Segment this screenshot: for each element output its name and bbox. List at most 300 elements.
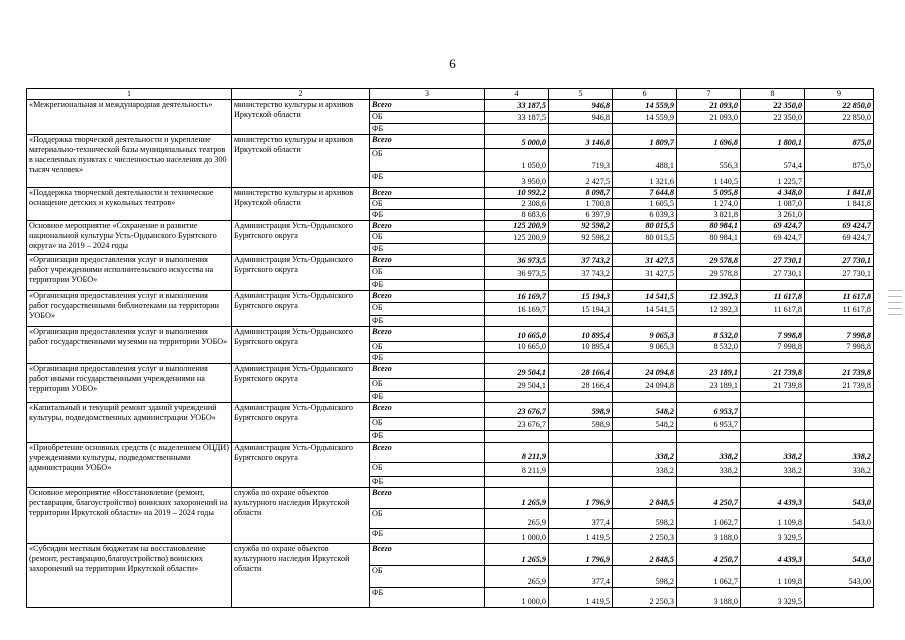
value-cell: 10 992,2 (485, 188, 549, 199)
page-number: 6 (449, 56, 456, 71)
value-cell: 80 015,5 (613, 221, 677, 232)
value-cell: 338,2 (741, 463, 805, 477)
measure-name-cell: «Организация предоставления услуг и выполнения работ государственными музеями на территории УОБО» (27, 327, 232, 364)
value-cell: 875,0 (805, 135, 874, 149)
value-cell: 338,2 (613, 463, 677, 477)
scan-edge-marks (888, 290, 902, 350)
value-cell (741, 403, 805, 418)
value-cell (741, 244, 805, 255)
value-cell: 1 109,8 (741, 509, 805, 529)
value-cell: 377,4 (549, 566, 613, 588)
value-cell: 21 739,8 (741, 364, 805, 379)
value-cell: 543,0 (805, 488, 874, 509)
value-cell: 4 250,7 (677, 488, 741, 509)
value-cell (613, 316, 677, 327)
value-cell: 21 739,8 (805, 379, 874, 392)
table-row (27, 403, 874, 418)
value-cell (805, 477, 874, 488)
value-cell (805, 392, 874, 403)
value-cell (805, 529, 874, 544)
value-cell: 3 188,0 (677, 529, 741, 544)
executor-cell: служба по охране объектов культурного наследия Иркутской области (232, 488, 370, 544)
funding-source-cell: ОБ (370, 199, 485, 210)
value-cell: 10 895,4 (549, 327, 613, 342)
value-cell: 548,2 (613, 403, 677, 418)
value-cell: 36 973,5 (485, 267, 549, 280)
value-cell: 2 848,5 (613, 544, 677, 566)
value-cell: 36 973,5 (485, 255, 549, 267)
funding-source-cell: ОБ (370, 418, 485, 431)
value-cell: 1 140,5 (677, 172, 741, 188)
value-cell: 4 439,3 (741, 544, 805, 566)
value-cell (485, 392, 549, 403)
value-cell: 21 739,8 (741, 379, 805, 392)
value-cell: 543,0 (805, 509, 874, 529)
value-cell: 69 424,7 (741, 221, 805, 232)
funding-source-cell: Всего (370, 403, 485, 418)
table-row (27, 255, 874, 267)
value-cell (677, 244, 741, 255)
value-cell (805, 418, 874, 431)
value-cell: 37 743,2 (549, 267, 613, 280)
value-cell (549, 392, 613, 403)
value-cell: 29 578,8 (677, 255, 741, 267)
value-cell: 3 146,8 (549, 135, 613, 149)
funding-source-cell: ФБ (370, 588, 485, 608)
value-cell (677, 280, 741, 291)
value-cell: 8 098,7 (549, 188, 613, 199)
value-cell (485, 431, 549, 443)
value-cell (549, 443, 613, 463)
value-cell: 8 211,9 (485, 463, 549, 477)
value-cell: 3 329,5 (741, 529, 805, 544)
measure-name-cell: «Поддержка творческой деятельности и техническое оснащение детских и кукольных театров» (27, 188, 232, 221)
value-cell: 8 532,0 (677, 342, 741, 353)
value-cell: 1 800,1 (741, 135, 805, 149)
value-cell: 33 187,5 (485, 112, 549, 124)
measure-name-cell: «Организация предоставления услуг и выполнения работ иными государственными учреждениями на территории УОБО» (27, 364, 232, 403)
value-cell: 28 166,4 (549, 364, 613, 379)
value-cell: 2 250,3 (613, 588, 677, 608)
value-cell (613, 477, 677, 488)
value-cell: 1 419,5 (549, 529, 613, 544)
executor-cell: Администрация Усть-Ордынского Бурятского округа (232, 403, 370, 443)
value-cell: 3 329,5 (741, 588, 805, 608)
funding-source-cell: ФБ (370, 316, 485, 327)
value-cell (741, 477, 805, 488)
value-cell: 22 350,0 (741, 100, 805, 112)
value-cell: 548,2 (613, 418, 677, 431)
value-cell: 946,8 (549, 112, 613, 124)
value-cell: 4 439,3 (741, 488, 805, 509)
table-row (27, 364, 874, 379)
value-cell (805, 210, 874, 221)
table-row (27, 327, 874, 342)
value-cell: 1 841,8 (805, 188, 874, 199)
value-cell: 15 194,3 (549, 303, 613, 316)
value-cell (549, 431, 613, 443)
measure-name-cell: «Субсидии местным бюджетам на восстановление (ремонт, реставрацию,благоустройство) воинских захоронений на территории Иркутской области» (27, 544, 232, 608)
value-cell: 12 392,3 (677, 303, 741, 316)
value-cell: 8 532,0 (677, 327, 741, 342)
value-cell (805, 403, 874, 418)
value-cell: 1 062,7 (677, 566, 741, 588)
value-cell: 22 350,0 (741, 112, 805, 124)
value-cell: 556,3 (677, 149, 741, 172)
value-cell: 6 397,9 (549, 210, 613, 221)
value-cell (677, 353, 741, 364)
funding-source-cell: Всего (370, 221, 485, 232)
value-cell: 33 187,5 (485, 100, 549, 112)
funding-source-cell: ОБ (370, 509, 485, 529)
funding-source-cell: Всего (370, 488, 485, 509)
value-cell (485, 124, 549, 135)
value-cell: 2 308,6 (485, 199, 549, 210)
value-cell: 22 850,0 (805, 100, 874, 112)
value-cell (485, 477, 549, 488)
value-cell: 29 578,8 (677, 267, 741, 280)
value-cell: 3 821,8 (677, 210, 741, 221)
executor-cell: министерство культуры и архивов Иркутской области (232, 100, 370, 135)
value-cell: 3 261,0 (741, 210, 805, 221)
measure-name-cell: «Приобретение основных средств (с выделением ОЦДИ) учреждениями культуры, подведомственными администрации УОБО» (27, 443, 232, 488)
funding-source-cell: Всего (370, 544, 485, 566)
value-cell (613, 244, 677, 255)
value-cell: 7 998,8 (741, 327, 805, 342)
measure-name-cell: «Межрегиональная и международная деятельность» (27, 100, 232, 135)
value-cell: 1 700,8 (549, 199, 613, 210)
value-cell: 1 062,7 (677, 509, 741, 529)
funding-source-cell: ОБ (370, 112, 485, 124)
value-cell: 1 225,7 (741, 172, 805, 188)
table-row (27, 100, 874, 112)
value-cell: 6 039,3 (613, 210, 677, 221)
value-cell: 598,2 (613, 509, 677, 529)
value-cell (485, 280, 549, 291)
value-cell: 27 730,1 (741, 255, 805, 267)
executor-cell: Администрация Усть-Ордынского Бурятского округа (232, 221, 370, 255)
value-cell: 488,1 (613, 149, 677, 172)
value-cell: 15 194,3 (549, 291, 613, 303)
measure-name-cell: Основное мероприятие «Сохранение и развитие национальной культуры Усть-Ордынского Бурятского округа» на 2019 – 2024 годы (27, 221, 232, 255)
header-row (27, 89, 874, 100)
value-cell: 265,9 (485, 566, 549, 588)
funding-source-cell: ФБ (370, 431, 485, 443)
header-cell: 9 (805, 89, 874, 100)
value-cell: 14 559,9 (613, 100, 677, 112)
funding-source-cell: ОБ (370, 342, 485, 353)
table-row (27, 135, 874, 149)
funding-source-cell: ФБ (370, 124, 485, 135)
value-cell: 7 998,8 (805, 342, 874, 353)
funding-source-cell: ФБ (370, 353, 485, 364)
header-cell: 7 (677, 89, 741, 100)
value-cell (677, 477, 741, 488)
funding-source-cell: ОБ (370, 379, 485, 392)
value-cell: 598,2 (613, 566, 677, 588)
value-cell: 27 730,1 (805, 255, 874, 267)
value-cell (549, 316, 613, 327)
value-cell (613, 353, 677, 364)
funding-source-cell: ОБ (370, 149, 485, 172)
value-cell (677, 316, 741, 327)
value-cell: 7 998,8 (805, 327, 874, 342)
header-cell: 6 (613, 89, 677, 100)
value-cell: 12 392,3 (677, 291, 741, 303)
value-cell: 69 424,7 (805, 221, 874, 232)
value-cell (741, 353, 805, 364)
funding-source-cell: ФБ (370, 477, 485, 488)
value-cell: 1 796,9 (549, 488, 613, 509)
funding-source-cell: ФБ (370, 280, 485, 291)
funding-source-cell: ОБ (370, 566, 485, 588)
value-cell: 11 617,8 (805, 291, 874, 303)
funding-source-cell: ФБ (370, 529, 485, 544)
value-cell: 875,0 (805, 149, 874, 172)
value-cell: 11 617,8 (805, 303, 874, 316)
funding-source-cell: Всего (370, 443, 485, 463)
value-cell (613, 280, 677, 291)
value-cell: 23 189,1 (677, 379, 741, 392)
header-cell: 5 (549, 89, 613, 100)
value-cell: 11 617,8 (741, 303, 805, 316)
value-cell: 543,0 (805, 544, 874, 566)
value-cell: 1 109,8 (741, 566, 805, 588)
value-cell: 8 211,9 (485, 443, 549, 463)
table-row (27, 188, 874, 199)
value-cell: 338,2 (677, 463, 741, 477)
value-cell: 338,2 (613, 443, 677, 463)
header-cell: 3 (370, 89, 485, 100)
executor-cell: Администрация Усть-Ордынского Бурятского округа (232, 327, 370, 364)
value-cell: 69 424,7 (741, 232, 805, 244)
executor-cell: Администрация Усть-Ордынского Бурятского округа (232, 255, 370, 291)
value-cell (805, 172, 874, 188)
value-cell (613, 431, 677, 443)
measure-name-cell: «Поддержка творческой деятельности и укрепление материально-технической базы муниципальных театров в населенных пунктах с численностью населения до 300 тысяч человек» (27, 135, 232, 188)
value-cell (805, 124, 874, 135)
value-cell: 3 188,0 (677, 588, 741, 608)
value-cell (485, 353, 549, 364)
value-cell: 29 504,1 (485, 364, 549, 379)
value-cell (549, 463, 613, 477)
value-cell: 14 541,5 (613, 303, 677, 316)
value-cell: 7 998,8 (741, 342, 805, 353)
value-cell (485, 316, 549, 327)
value-cell (677, 124, 741, 135)
value-cell: 1 321,6 (613, 172, 677, 188)
value-cell: 23 676,7 (485, 403, 549, 418)
value-cell: 338,2 (805, 443, 874, 463)
value-cell: 27 730,1 (805, 267, 874, 280)
value-cell (677, 431, 741, 443)
value-cell (741, 124, 805, 135)
value-cell: 28 166,4 (549, 379, 613, 392)
executor-cell: Администрация Усть-Ордынского Бурятского округа (232, 443, 370, 488)
value-cell (741, 418, 805, 431)
measure-name-cell: «Организация предоставления услуг и выполнения работ учреждениями исполнительского искусства на территории УОБО» (27, 255, 232, 291)
table-row (27, 488, 874, 509)
value-cell: 719,3 (549, 149, 613, 172)
value-cell (549, 353, 613, 364)
value-cell: 1 605,5 (613, 199, 677, 210)
table-row (27, 291, 874, 303)
value-cell: 1 000,0 (485, 588, 549, 608)
value-cell: 11 617,8 (741, 291, 805, 303)
value-cell: 29 504,1 (485, 379, 549, 392)
funding-source-cell: ФБ (370, 172, 485, 188)
value-cell: 14 541,5 (613, 291, 677, 303)
value-cell: 1 087,0 (741, 199, 805, 210)
value-cell (741, 431, 805, 443)
value-cell: 1 696,8 (677, 135, 741, 149)
value-cell: 946,8 (549, 100, 613, 112)
value-cell: 8 683,6 (485, 210, 549, 221)
value-cell: 80 015,5 (613, 232, 677, 244)
value-cell: 22 850,0 (805, 112, 874, 124)
budget-table (26, 88, 874, 608)
value-cell: 4 348,0 (741, 188, 805, 199)
value-cell: 1 809,7 (613, 135, 677, 149)
value-cell: 14 559,9 (613, 112, 677, 124)
funding-source-cell: Всего (370, 364, 485, 379)
value-cell: 125 200,9 (485, 232, 549, 244)
value-cell: 574,4 (741, 149, 805, 172)
value-cell (805, 431, 874, 443)
value-cell: 1 841,8 (805, 199, 874, 210)
measure-name-cell: Основное мероприятие «Восстановление (ремонт, реставрация, благоустройство) воинских захоронений на территории Иркутской области» на 2019 – 2024 годы (27, 488, 232, 544)
value-cell: 92 598,2 (549, 221, 613, 232)
value-cell (549, 477, 613, 488)
value-cell: 598,9 (549, 418, 613, 431)
value-cell: 80 984,1 (677, 232, 741, 244)
funding-source-cell: Всего (370, 188, 485, 199)
value-cell (741, 316, 805, 327)
value-cell: 338,2 (805, 463, 874, 477)
funding-source-cell: ОБ (370, 232, 485, 244)
value-cell (549, 124, 613, 135)
value-cell: 1 050,0 (485, 149, 549, 172)
value-cell (677, 392, 741, 403)
funding-source-cell: ФБ (370, 210, 485, 221)
value-cell: 2 250,3 (613, 529, 677, 544)
funding-source-cell: ОБ (370, 303, 485, 316)
measure-name-cell: «Капитальный и текущий ремонт зданий учреждений культуры, подведомственных администрации УОБО» (27, 403, 232, 443)
value-cell: 2 848,5 (613, 488, 677, 509)
value-cell: 69 424,7 (805, 232, 874, 244)
value-cell: 9 065,3 (613, 342, 677, 353)
value-cell: 24 094,8 (613, 379, 677, 392)
executor-cell: министерство культуры и архивов Иркутской области (232, 188, 370, 221)
value-cell: 23 189,1 (677, 364, 741, 379)
value-cell (485, 244, 549, 255)
funding-source-cell: Всего (370, 135, 485, 149)
value-cell: 338,2 (741, 443, 805, 463)
measure-name-cell: «Организация предоставления услуг и выполнения работ государственными библиотеками на территории УОБО» (27, 291, 232, 327)
value-cell (549, 244, 613, 255)
value-cell: 338,2 (677, 443, 741, 463)
value-cell (805, 588, 874, 608)
value-cell: 265,9 (485, 509, 549, 529)
value-cell: 27 730,1 (741, 267, 805, 280)
funding-source-cell: ОБ (370, 463, 485, 477)
value-cell: 24 094,8 (613, 364, 677, 379)
value-cell: 4 250,7 (677, 544, 741, 566)
value-cell (805, 280, 874, 291)
value-cell: 10 665,0 (485, 342, 549, 353)
funding-source-cell: Всего (370, 327, 485, 342)
value-cell: 543,00 (805, 566, 874, 588)
value-cell (805, 244, 874, 255)
value-cell (805, 353, 874, 364)
value-cell: 125 200,9 (485, 221, 549, 232)
value-cell: 21 093,0 (677, 112, 741, 124)
value-cell: 1 000,0 (485, 529, 549, 544)
value-cell (741, 280, 805, 291)
value-cell: 377,4 (549, 509, 613, 529)
value-cell: 9 065,3 (613, 327, 677, 342)
executor-cell: служба по охране объектов культурного наследия Иркутской области (232, 544, 370, 608)
value-cell: 16 169,7 (485, 291, 549, 303)
value-cell: 1 265,9 (485, 544, 549, 566)
value-cell (549, 280, 613, 291)
table-row (27, 221, 874, 232)
funding-source-cell: Всего (370, 255, 485, 267)
value-cell: 598,9 (549, 403, 613, 418)
funding-source-cell: ФБ (370, 392, 485, 403)
value-cell: 92 598,2 (549, 232, 613, 244)
value-cell: 23 676,7 (485, 418, 549, 431)
header-cell: 2 (232, 89, 370, 100)
value-cell: 21 093,0 (677, 100, 741, 112)
value-cell: 10 665,0 (485, 327, 549, 342)
value-cell: 5 095,8 (677, 188, 741, 199)
value-cell: 16 169,7 (485, 303, 549, 316)
value-cell: 5 000,0 (485, 135, 549, 149)
header-cell: 1 (27, 89, 232, 100)
value-cell (613, 392, 677, 403)
value-cell: 3 950,0 (485, 172, 549, 188)
value-cell: 6 953,7 (677, 403, 741, 418)
value-cell: 7 644,8 (613, 188, 677, 199)
value-cell (805, 316, 874, 327)
funding-source-cell: ОБ (370, 267, 485, 280)
value-cell: 2 427,5 (549, 172, 613, 188)
value-cell: 1 796,9 (549, 544, 613, 566)
funding-source-cell: Всего (370, 100, 485, 112)
value-cell: 21 739,8 (805, 364, 874, 379)
value-cell: 31 427,5 (613, 267, 677, 280)
value-cell: 80 984,1 (677, 221, 741, 232)
value-cell (613, 124, 677, 135)
value-cell: 6 953,7 (677, 418, 741, 431)
value-cell: 1 274,0 (677, 199, 741, 210)
executor-cell: министерство культуры и архивов Иркутской области (232, 135, 370, 188)
value-cell: 1 419,5 (549, 588, 613, 608)
value-cell: 37 743,2 (549, 255, 613, 267)
funding-source-cell: Всего (370, 291, 485, 303)
value-cell (741, 392, 805, 403)
funding-source-cell: ФБ (370, 244, 485, 255)
table-row (27, 443, 874, 463)
table-row (27, 544, 874, 566)
header-cell: 4 (485, 89, 549, 100)
value-cell: 1 265,9 (485, 488, 549, 509)
value-cell: 10 895,4 (549, 342, 613, 353)
executor-cell: Администрация Усть-Ордынского Бурятского округа (232, 364, 370, 403)
executor-cell: Администрация Усть-Ордынского Бурятского округа (232, 291, 370, 327)
header-cell: 8 (741, 89, 805, 100)
